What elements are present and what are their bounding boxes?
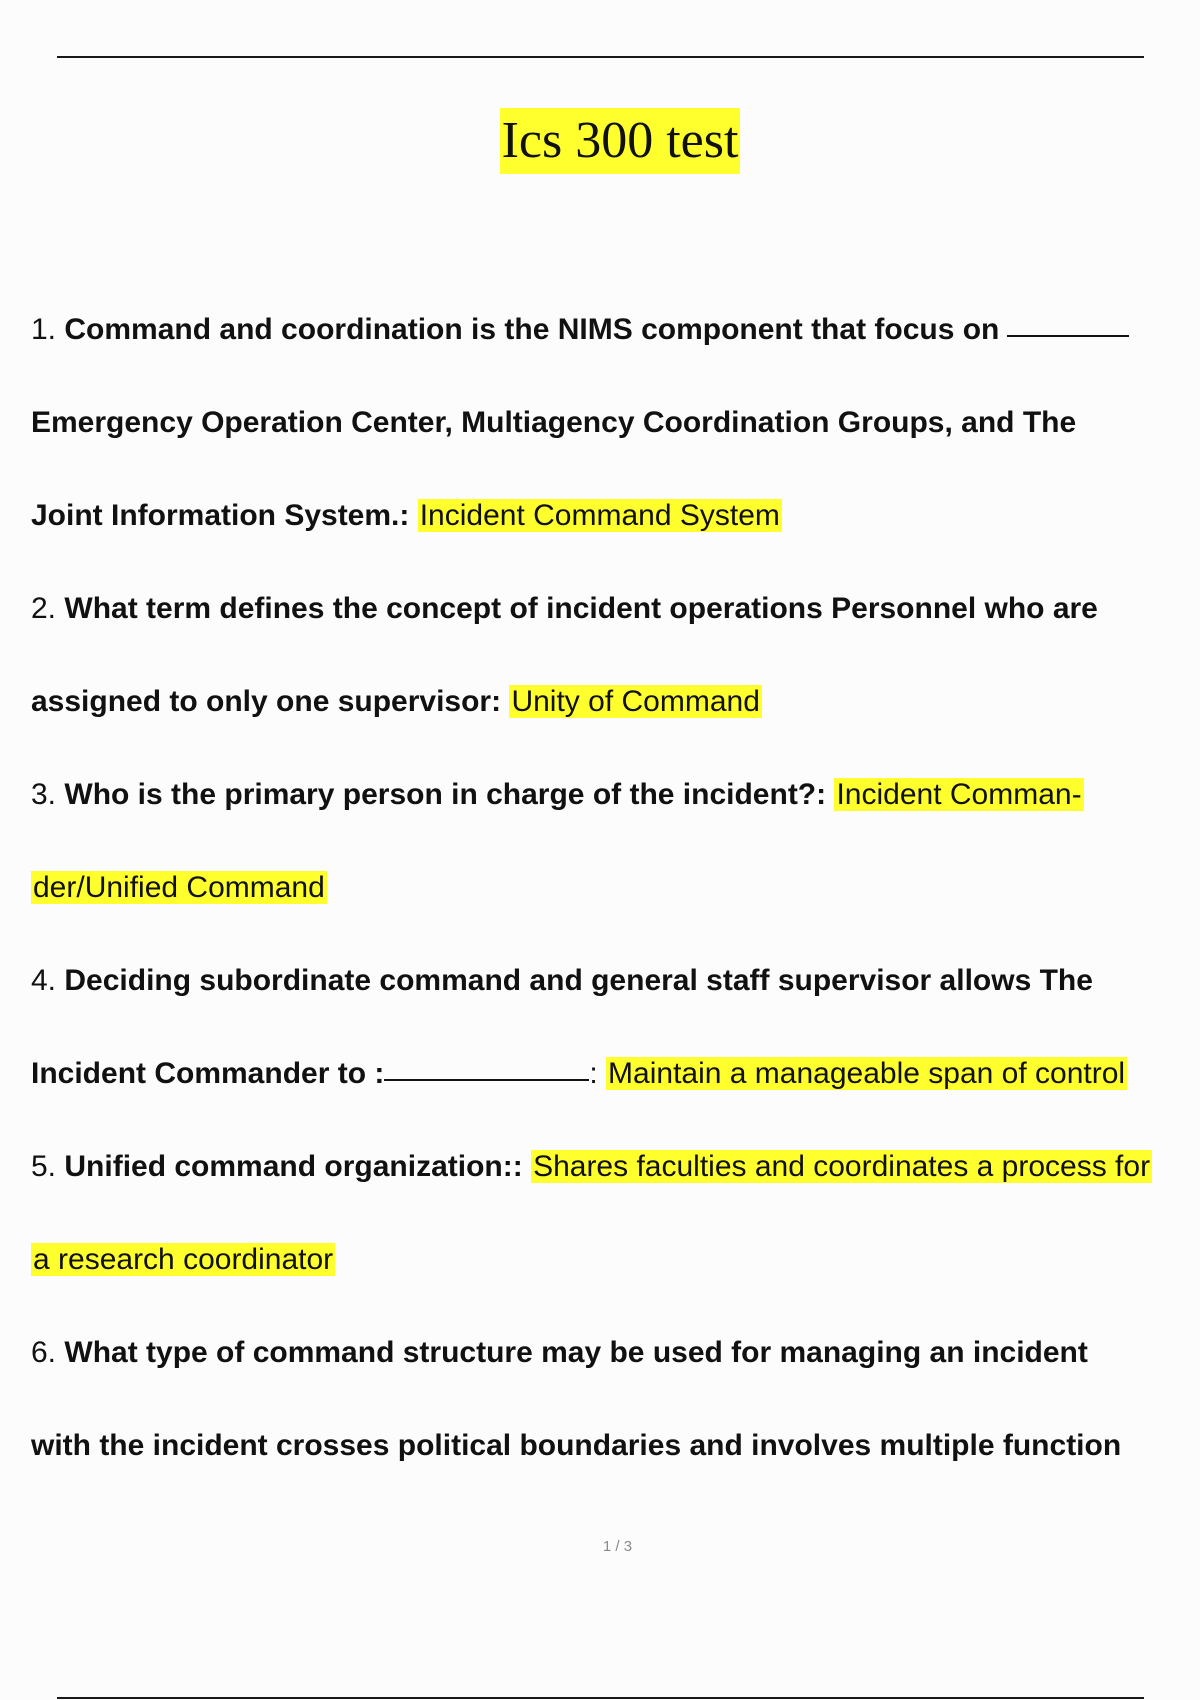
document-title: Ics 300 test xyxy=(500,108,741,174)
question-4-number: 4. xyxy=(31,964,57,997)
question-3-text: Who is the primary person in charge of the incident?: xyxy=(64,778,827,811)
question-6-line-1 xyxy=(31,1333,1088,1373)
question-4-line-1 xyxy=(31,961,1093,1001)
question-4-colon: : xyxy=(589,1057,598,1090)
question-3-line-1 xyxy=(31,775,1084,815)
question-1-line-3 xyxy=(31,496,782,536)
question-4-answer: Maintain a manageable span of control xyxy=(608,1057,1126,1090)
question-2-text-end: assigned to only one supervisor: xyxy=(31,685,502,718)
question-1-number: 1. xyxy=(31,313,57,346)
question-5-line-1 xyxy=(31,1147,1152,1187)
title-container xyxy=(0,108,1200,174)
question-6-text: What type of command structure may be used for managing an incident xyxy=(64,1336,1088,1369)
question-4-text-end: Incident Commander to : xyxy=(31,1057,385,1090)
question-3-number: 3. xyxy=(31,778,57,811)
question-2-line-1 xyxy=(31,589,1098,629)
question-5-answer: Shares faculties and coordinates a process for xyxy=(533,1150,1151,1183)
question-3-line-2 xyxy=(31,868,327,908)
question-2-line-2 xyxy=(31,682,762,722)
question-2-answer: Unity of Command xyxy=(511,685,760,718)
answer-blank xyxy=(384,1079,589,1081)
question-5-text: Unified command organization:: xyxy=(64,1150,523,1183)
question-3-answer-cont: der/Unified Command xyxy=(33,871,325,904)
question-3-answer: Incident Comman- xyxy=(836,778,1082,811)
question-1-text: Command and coordination is the NIMS component that focus on xyxy=(64,313,1000,346)
answer-blank xyxy=(1007,335,1129,337)
question-6-number: 6. xyxy=(31,1336,57,1369)
question-1-text-end: Joint Information System.: xyxy=(31,499,410,532)
question-6-line-2 xyxy=(31,1426,1121,1466)
top-rule xyxy=(57,56,1144,58)
question-5-line-2 xyxy=(31,1240,335,1280)
question-2-number: 2. xyxy=(31,592,57,625)
question-1-line-2 xyxy=(31,403,1076,443)
bottom-rule xyxy=(57,1697,1144,1699)
question-6-text-cont: with the incident crosses political boundaries and involves multiple function xyxy=(31,1429,1122,1462)
question-5-number: 5. xyxy=(31,1150,57,1183)
question-1-line-1 xyxy=(31,310,1129,350)
question-1-answer: Incident Command System xyxy=(419,499,780,532)
question-2-text: What term defines the concept of incident operations Personnel who are xyxy=(64,592,1098,625)
question-4-text: Deciding subordinate command and general staff supervisor allows The xyxy=(64,964,1093,997)
question-1-text-cont: Emergency Operation Center, Multiagency Coordination Groups, and The xyxy=(31,406,1077,439)
question-4-line-2 xyxy=(31,1054,1127,1094)
page-indicator: 1 / 3 xyxy=(602,1538,633,1555)
question-5-answer-cont: a research coordinator xyxy=(33,1243,334,1276)
